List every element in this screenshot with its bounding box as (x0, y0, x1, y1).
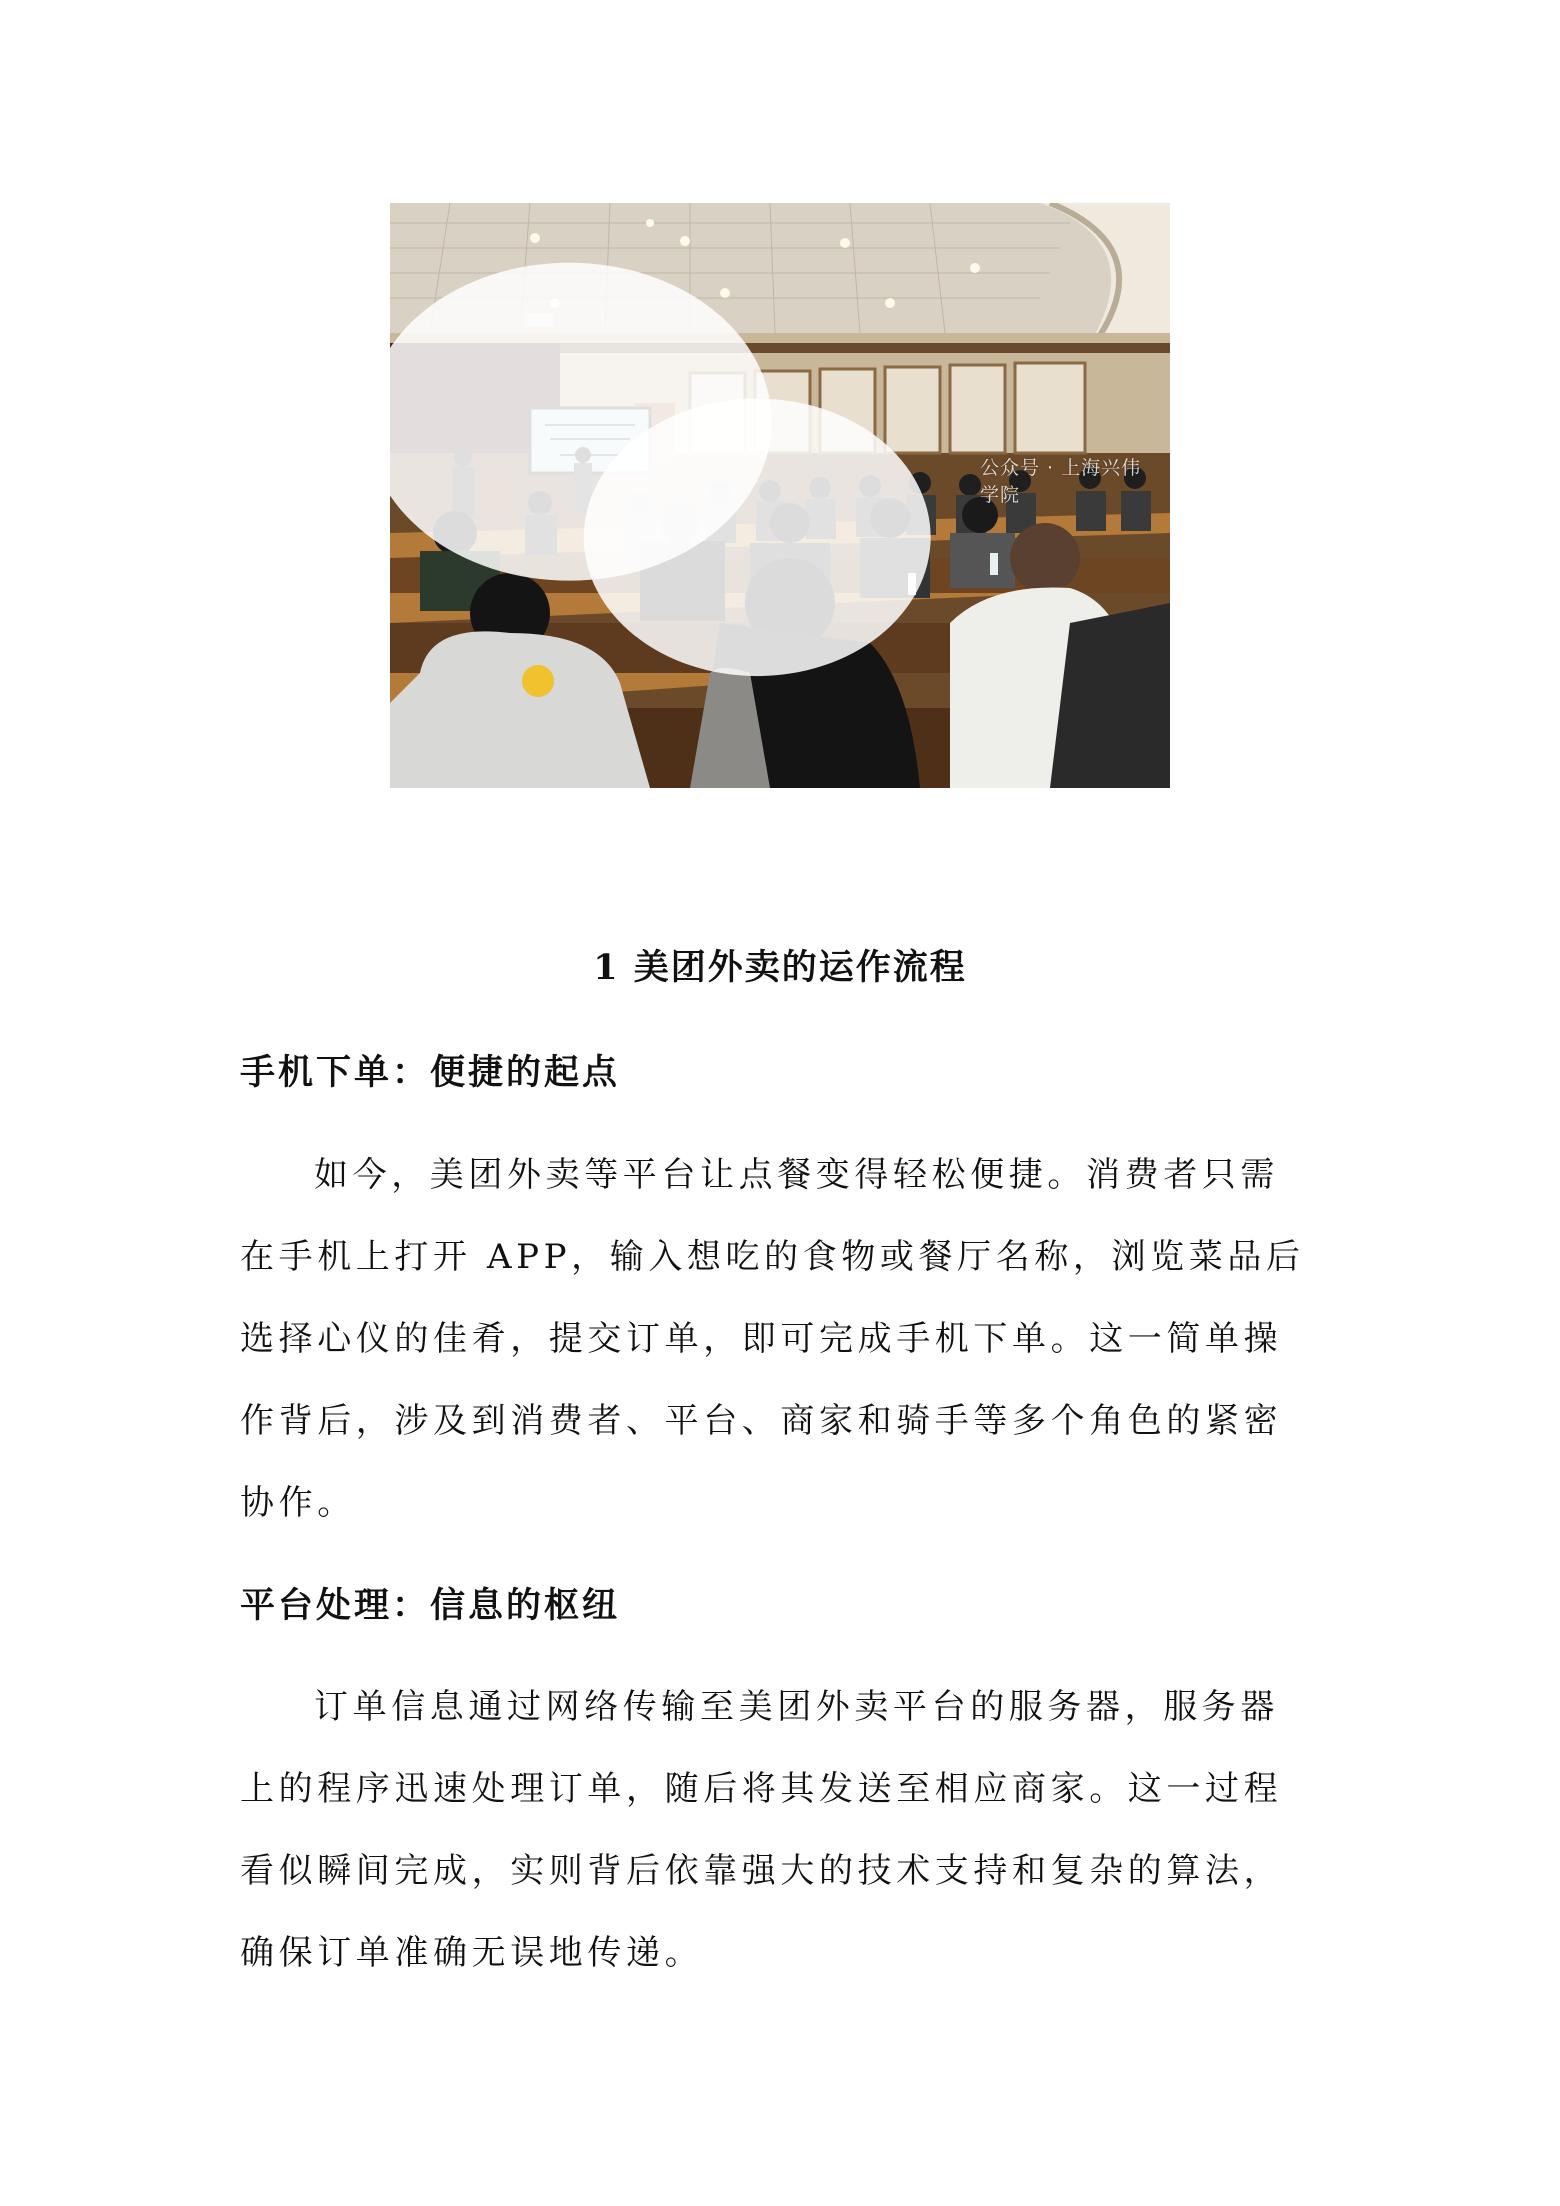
paragraph-line: 看似瞬间完成，实则背后依靠强大的技术支持和复杂的算法， (240, 1851, 1283, 1891)
paragraph-phone-ordering (240, 1134, 1305, 1544)
section-title: 1 美团外卖的运作流程 (593, 947, 967, 988)
paragraph-line: 在手机上打开 APP，输入想吃的食物或餐厅名称，浏览菜品后 (240, 1237, 1305, 1277)
photo-watermark (390, 203, 1144, 772)
subheading-phone-ordering: 手机下单：便捷的起点 (240, 1052, 621, 1093)
paragraph-line: 订单信息通过网络传输至美团外卖平台的服务器，服务器 (314, 1687, 1279, 1727)
paragraph-line: 上的程序迅速处理订单，随后将其发送至相应商家。这一过程 (240, 1769, 1283, 1809)
paragraph-platform-processing (240, 1666, 1298, 1994)
paragraph-line: 选择心仪的佳肴，提交订单，即可完成手机下单。这一简单操 (240, 1319, 1283, 1359)
subheading-platform-processing: 平台处理：信息的枢纽 (240, 1585, 621, 1626)
wechat-icon (390, 203, 974, 772)
lecture-hall-photo (390, 203, 1170, 788)
paragraph-line: 作背后，涉及到消费者、平台、商家和骑手等多个角色的紧密 (240, 1401, 1283, 1441)
paragraph-line: 确保订单准确无误地传递。 (240, 1933, 704, 1973)
paragraph-line: 协作。 (240, 1483, 356, 1523)
paragraph-line: 如今，美团外卖等平台让点餐变得轻松便捷。消费者只需 (314, 1155, 1279, 1195)
watermark-text: 公众号 · 上海兴伟学院 (980, 456, 1142, 506)
